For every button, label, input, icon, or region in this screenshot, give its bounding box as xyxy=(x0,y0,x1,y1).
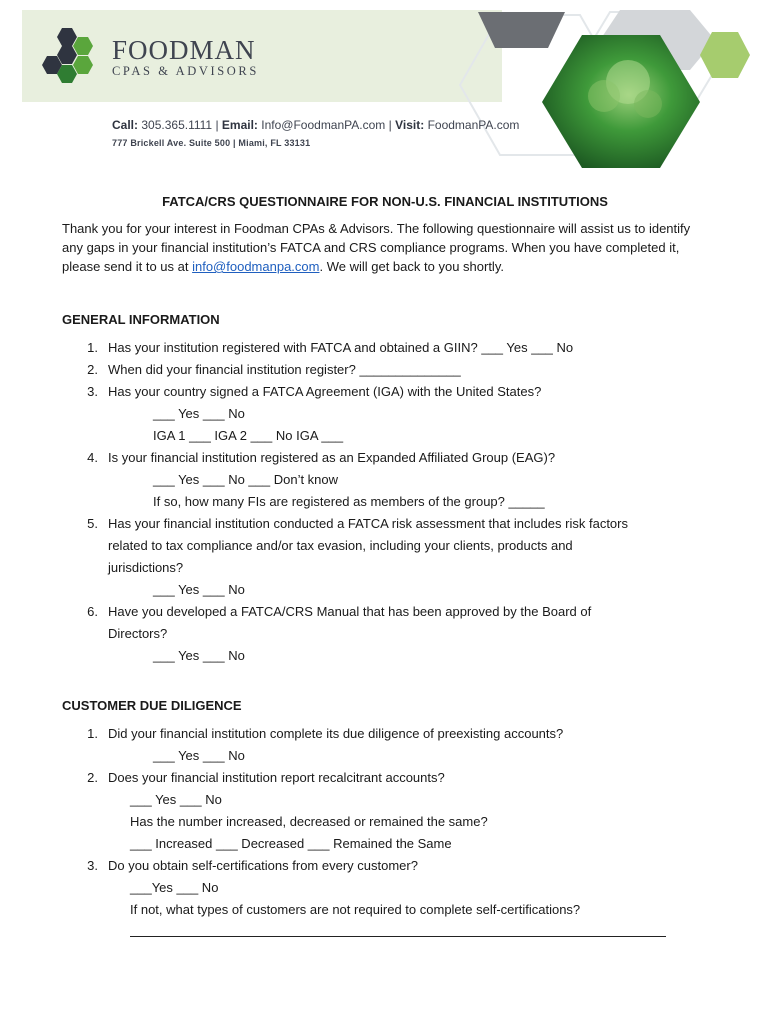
company-logo-text xyxy=(112,36,259,79)
gray-hex-shape xyxy=(478,12,565,48)
answer-option: ___ Yes ___ No xyxy=(153,648,245,663)
question-number: 2. xyxy=(87,770,98,785)
answer-option: ___ Increased ___ Decreased ___ Remained the Same xyxy=(130,836,452,851)
visit-value[interactable]: FoodmanPA.com xyxy=(427,118,520,132)
question-number: 3. xyxy=(87,384,98,399)
question-text: Do you obtain self-certifications from every customer? xyxy=(108,858,418,873)
question-text: When did your financial institution register? ______________ xyxy=(108,362,461,377)
question-text: jurisdictions? xyxy=(108,560,184,575)
question-text: Has your country signed a FATCA Agreement (IGA) with the United States? xyxy=(108,384,542,399)
question-number: 4. xyxy=(87,450,98,465)
email-link[interactable]: info@foodmanpa.com xyxy=(192,259,320,274)
sub-question: Has the number increased, decreased or remained the same? xyxy=(130,814,488,829)
call-label: Call: xyxy=(112,118,139,132)
logo-hex-5 xyxy=(73,56,93,74)
call-value: 305.365.1111 xyxy=(141,118,213,132)
logo-hex-1 xyxy=(57,28,77,46)
logo-hex-2 xyxy=(73,37,93,55)
answer-option: If so, how many FIs are registered as members of the group? _____ xyxy=(153,494,545,509)
contact-line xyxy=(112,118,519,132)
answer-option: ___ Yes ___ No xyxy=(153,748,245,763)
question-number: 3. xyxy=(87,858,98,873)
email-label: Email: xyxy=(221,118,258,132)
answer-line[interactable] xyxy=(130,936,666,937)
intro-paragraph xyxy=(62,219,712,276)
logo-hex-4 xyxy=(57,46,77,64)
logo-name: FOODMAN xyxy=(112,35,256,65)
answer-option: ___ Yes ___ No ___ Don’t know xyxy=(153,472,339,487)
question-text: related to tax compliance and/or tax evasion, including your clients, products and xyxy=(108,538,573,553)
question-text: Has your financial institution conducted a FATCA risk assessment that includes risk factors xyxy=(108,516,628,531)
logo-subtitle: CPAS & ADVISORS xyxy=(112,64,259,78)
question-text: Have you developed a FATCA/CRS Manual that has been approved by the Board of xyxy=(108,604,592,619)
visit-label: Visit: xyxy=(395,118,425,132)
separator: | xyxy=(215,118,219,132)
question-number: 6. xyxy=(87,604,98,619)
question-number: 1. xyxy=(87,726,98,741)
answer-option: ___ Yes ___ No xyxy=(130,792,222,807)
answer-option: ___ Yes ___ No xyxy=(153,582,245,597)
header-hexagon-art xyxy=(0,0,770,180)
question-text: Is your financial institution registered as an Expanded Affiliated Group (EAG)? xyxy=(108,450,556,465)
sub-question: If not, what types of customers are not required to complete self-certifications? xyxy=(130,902,581,917)
document-title: FATCA/CRS QUESTIONNAIRE FOR NON-U.S. FINANCIAL INSTITUTIONS xyxy=(162,194,608,209)
question-text: Directors? xyxy=(108,626,168,641)
question-number: 5. xyxy=(87,516,98,531)
address-line: 777 Brickell Ave. Suite 500 | Miami, FL 33131 xyxy=(112,138,311,148)
question-number: 2. xyxy=(87,362,98,377)
answer-option: IGA 1 ___ IGA 2 ___ No IGA ___ xyxy=(153,428,344,443)
answer-option: ___Yes ___ No xyxy=(130,880,219,895)
question-text: Did your financial institution complete its due diligence of preexisting accounts? xyxy=(108,726,564,741)
question-text: Does your financial institution report recalcitrant accounts? xyxy=(108,770,445,785)
answer-option: ___ Yes ___ No xyxy=(153,406,245,421)
intro-text-end: . We will get back to you shortly. xyxy=(319,259,504,274)
section-heading-cdd: CUSTOMER DUE DILIGENCE xyxy=(62,698,242,713)
question-text: Has your institution registered with FATCA and obtained a GIIN? ___ Yes ___ No xyxy=(108,340,574,355)
email-value[interactable]: Info@FoodmanPA.com xyxy=(261,118,386,132)
separator: | xyxy=(388,118,392,132)
intro-text: Thank you for your interest in Foodman CPAs & Advisors. The following questionnaire will assist us to identify any gaps in your financial institution’s FATCA and CRS compliance programs. When you have completed it, please send it to us at xyxy=(62,221,691,274)
section-heading-general: GENERAL INFORMATION xyxy=(62,312,220,327)
question-number: 1. xyxy=(87,340,98,355)
